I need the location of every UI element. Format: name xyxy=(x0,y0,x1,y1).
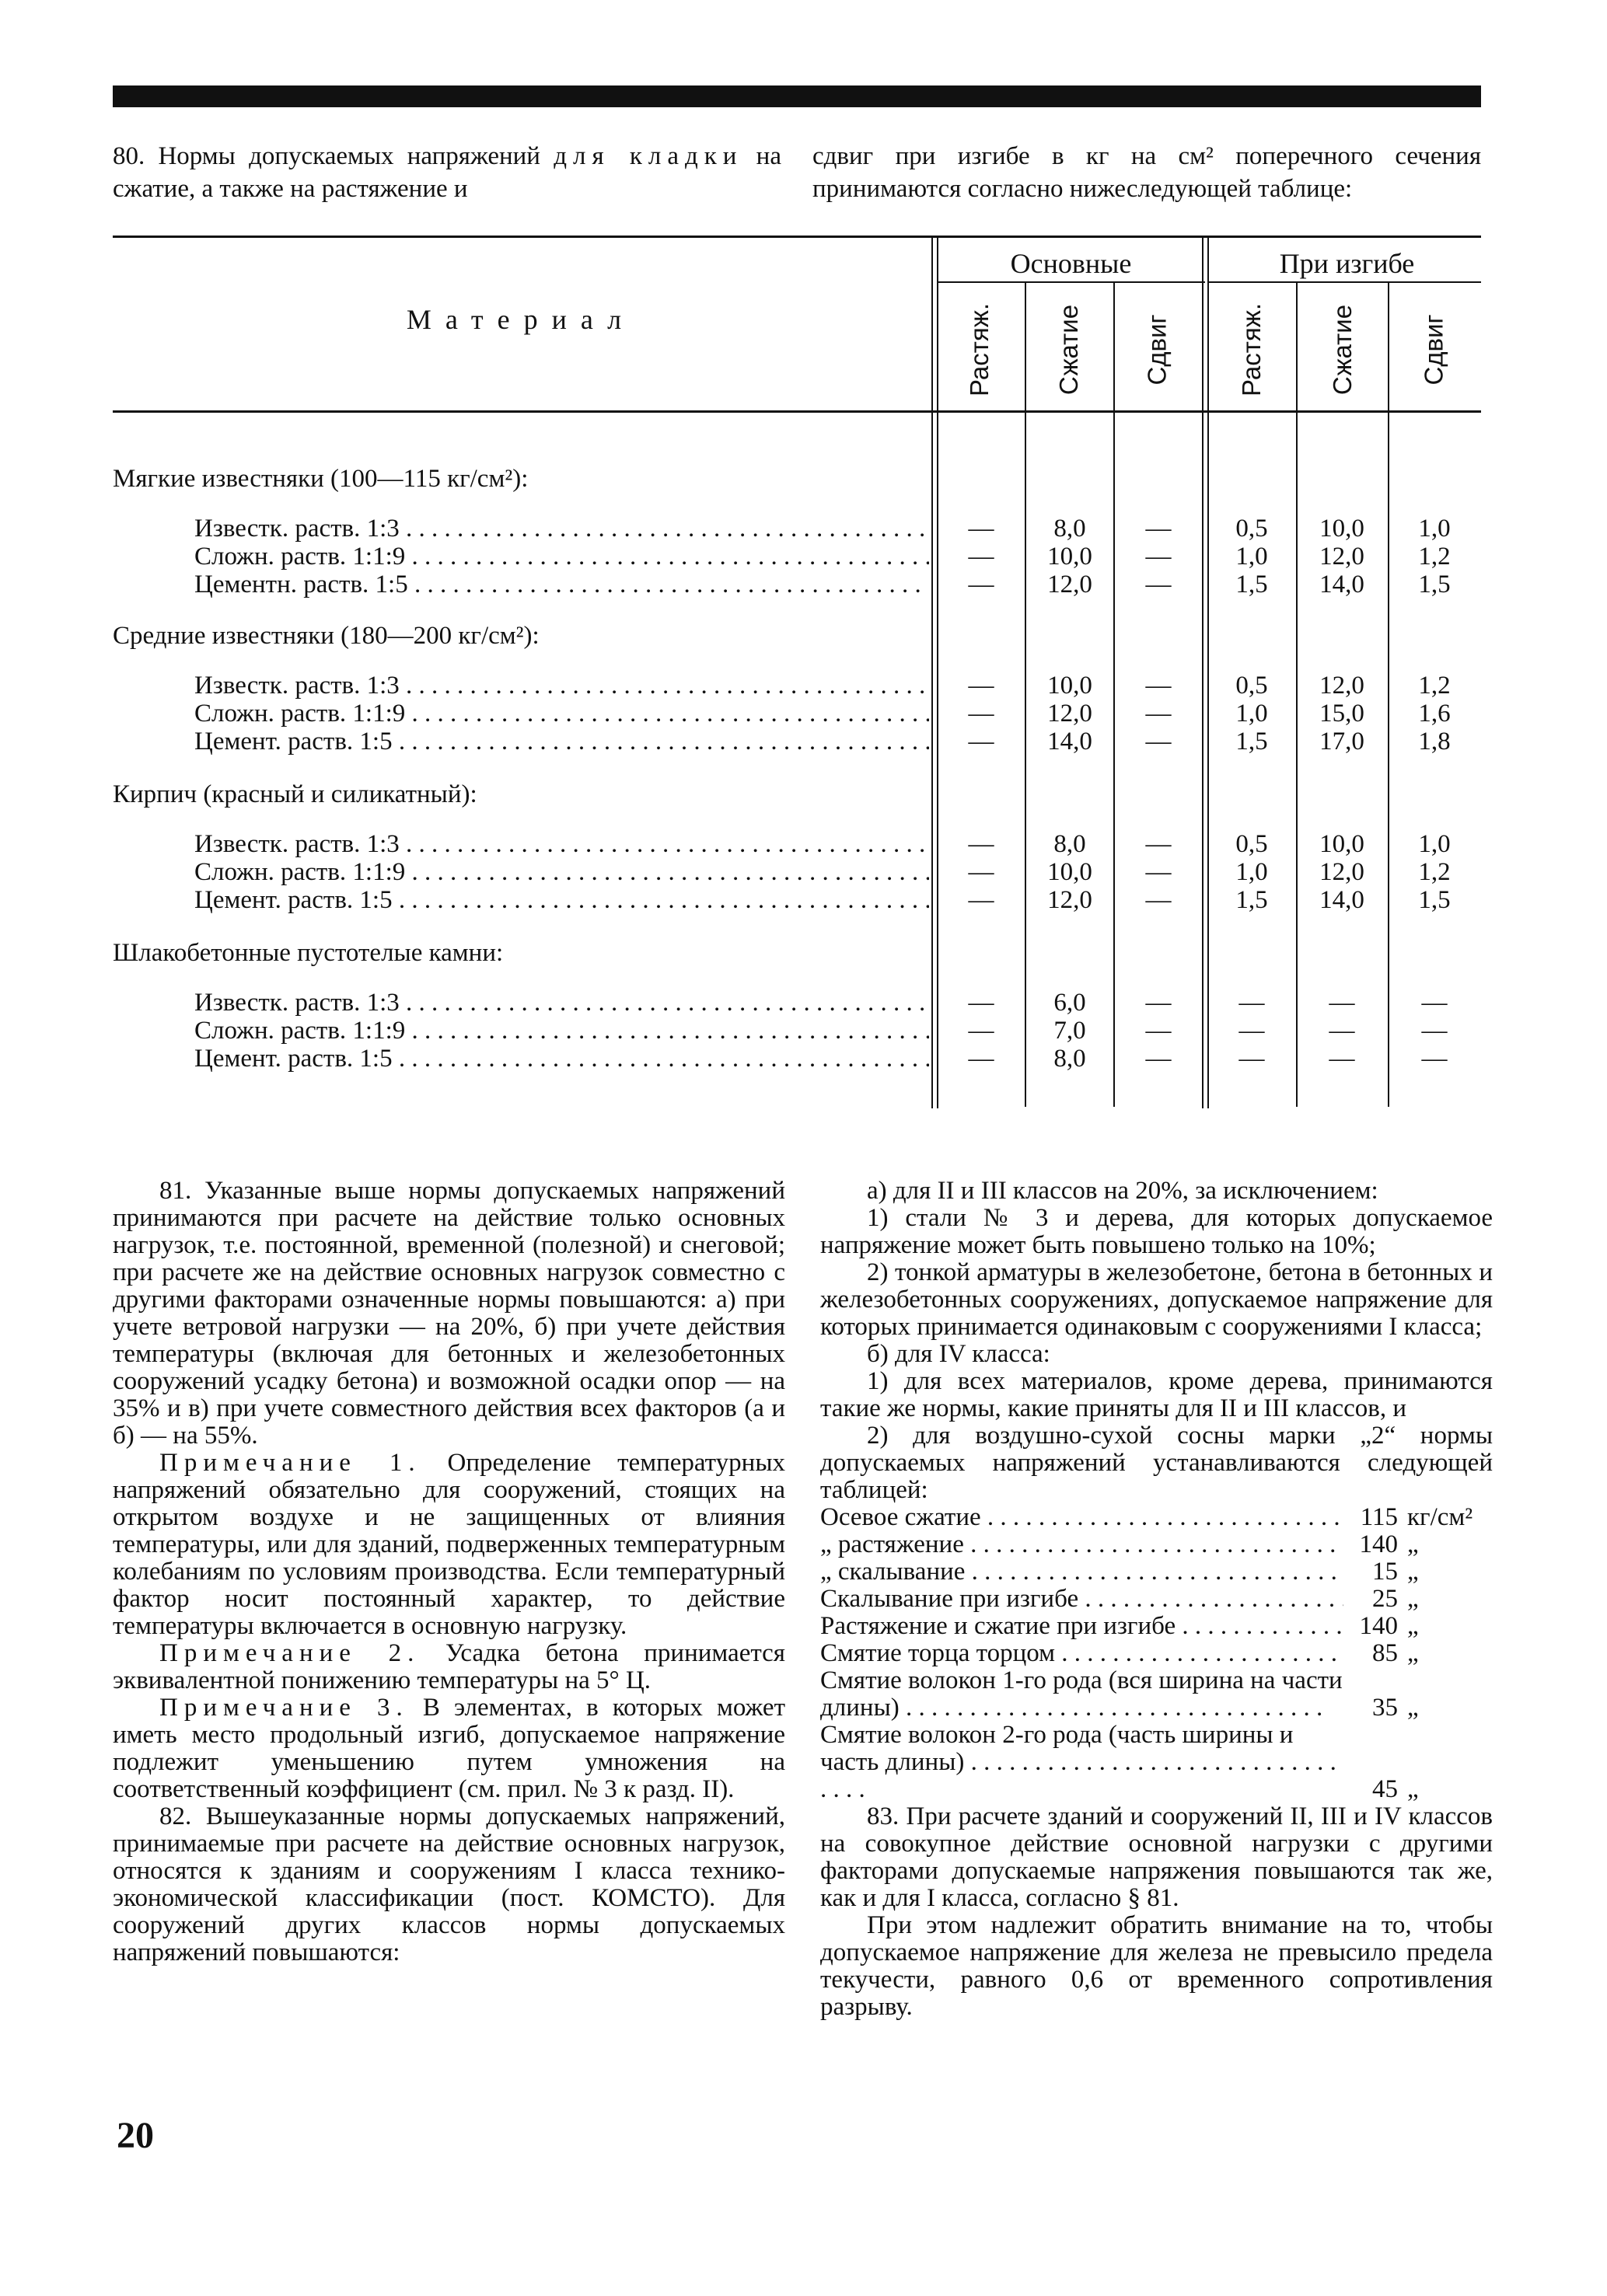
table-row: Известк. раств. 1:3 . . . — 6,0 — — — — xyxy=(0,989,1607,1017)
paragraph-83: 83. При расчете зданий и сооружений II, III и IV классов на совокупное действие основной нагрузки с другими факторами допускаемые напряжения повышаются так же, как и для I класса, согласно § 81. xyxy=(820,1802,1493,1912)
row-label: Цементн. раств. 1:5 . . . xyxy=(194,571,929,598)
clause-a1: 1) стали № 3 и дерева, для которых допускаемое напряжение может быть повышено только на 10%; xyxy=(820,1204,1493,1259)
list-item: Скалывание при изгибе . . . 25 „ xyxy=(820,1586,1493,1613)
table-row: Цемент. раств. 1:5 . . . — 14,0 — 1,5 17,0 1,8 xyxy=(0,728,1607,755)
page-number: 20 xyxy=(117,2115,154,2156)
top-rule xyxy=(113,85,1481,107)
table-row: Сложн. раств. 1:1:9 . . . — 12,0 — 1,0 15,0 1,6 xyxy=(0,700,1607,728)
col-head-4: Растяж. xyxy=(1237,303,1266,396)
row-label: Цемент. раств. 1:5 . . . xyxy=(194,886,929,914)
group-subrule-main xyxy=(937,281,1205,283)
group-title-2: Средние известняки (180—200 кг/см²): xyxy=(113,622,540,650)
group-title-1: Мягкие известняки (100—115 кг/см²): xyxy=(113,465,529,493)
col-head-5: Сжатие xyxy=(1328,304,1357,396)
row-label: Цемент. раств. 1:5 . . . xyxy=(194,728,929,755)
table-row: Известк. раств. 1:3 . . . — 8,0 — 0,5 10,0 1,0 xyxy=(0,830,1607,858)
table-row: Известк. раств. 1:3 . . . — 10,0 — 0,5 12,0 1,2 xyxy=(0,672,1607,700)
row-label: Сложн. раств. 1:1:9 . . . xyxy=(194,700,929,728)
row-label: Сложн. раств. 1:1:9 . . . xyxy=(194,543,929,571)
list-item: Осевое сжатие . . . 115 кг/см² xyxy=(820,1504,1493,1531)
group-subrule-bending xyxy=(1209,281,1481,283)
table-header-rule xyxy=(113,410,1481,413)
list-item: Растяжение и сжатие при изгибе . . . 140 „ xyxy=(820,1613,1493,1640)
paragraph-83b: При этом надлежит обратить внимание на то, чтобы допускаемое напряжение для железа не превысило предела текучести, равного 0,6 от временного сопротивления разрыву. xyxy=(820,1911,1493,2021)
table-row: Цемент. раств. 1:5 . . . — 12,0 — 1,5 14,0 1,5 xyxy=(0,886,1607,914)
paragraph-81: 81. Указанные выше нормы допускаемых напряжений принимаются при расчете на действие только основных нагрузок, т.е. постоянной, временной (полезной) и снеговой; при расчете же на действие основных нагрузок совместно с другими факторами означенные нормы повышаются: а) при учете ветровой нагрузки — на 20%, б) при учете действия температуры (включая для бетонных и железобетонных сооружений усадку бетона) и возможной осадки опор — на 35% и в) при учете совместного действия всех факторов (а и б) — на 55%. xyxy=(113,1177,785,1450)
pine-norms-list xyxy=(820,1504,1493,1803)
row-label: Известк. раств. 1:3 . . . xyxy=(194,515,929,543)
row-label: Сложн. раств. 1:1:9 . . . xyxy=(194,1017,929,1045)
note-2: Примечание 2. Усадка бетона принимается эквивалентной понижению температуры на 5° Ц. xyxy=(113,1639,785,1694)
right-column xyxy=(820,1178,1493,2021)
intro-right: сдвиг при изгибе в кг на см² поперечного сечения принимаются согласно нижеследующей таблице: xyxy=(812,142,1481,203)
table-row: Сложн. раств. 1:1:9 . . . — 7,0 — — — — xyxy=(0,1017,1607,1045)
clause-b2: 2) для воздушно-сухой сосны марки „2“ нормы допускаемых напряжений устанавливаются следующей таблицей: xyxy=(820,1422,1493,1504)
group-title-3: Кирпич (красный и силикатный): xyxy=(113,780,477,808)
note-3: Примечание 3. В элементах, в которых может иметь место продольный изгиб, допускаемое напряжение подлежит уменьшению путем умножения на соответственный коэффициент (см. прил. № 3 к разд. II). xyxy=(113,1694,785,1803)
list-item: Смятие волокон 2-го рода (часть ширины и часть длины) . . . 45 „ xyxy=(820,1722,1493,1803)
table-row: Цемент. раств. 1:5 . . . — 8,0 — — — — xyxy=(0,1045,1607,1073)
table-top-rule xyxy=(113,236,1481,238)
intro-left-a: 80. Нормы допускаемых напряжений xyxy=(113,142,554,170)
col-head-1: Растяж. xyxy=(965,303,994,396)
group-bending-header: При изгибе xyxy=(1279,248,1415,279)
intro-left-c: на сжатие, а также на растяжение и xyxy=(113,142,781,203)
row-label: Известк. раств. 1:3 . . . xyxy=(194,989,929,1017)
row-label: Цемент. раств. 1:5 . . . xyxy=(194,1045,929,1073)
table-row: Сложн. раств. 1:1:9 . . . — 10,0 — 1,0 12,0 1,2 xyxy=(0,543,1607,571)
clause-a: а) для II и III классов на 20%, за исключением: xyxy=(867,1177,1378,1205)
col-head-3: Сдвиг xyxy=(1143,314,1172,386)
intro-left-spaced: для кладки xyxy=(554,142,743,170)
table-row: Цементн. раств. 1:5 . . . — 12,0 — 1,5 14,0 1,5 xyxy=(0,571,1607,598)
row-label: Известк. раств. 1:3 . . . xyxy=(194,672,929,700)
material-header: Материал xyxy=(406,304,636,335)
table-row: Известк. раств. 1:3 . . . — 8,0 — 0,5 10,0 1,0 xyxy=(0,515,1607,543)
col-head-2: Сжатие xyxy=(1054,304,1084,396)
col-head-6: Сдвиг xyxy=(1420,314,1448,386)
row-label: Известк. раств. 1:3 . . . xyxy=(194,830,929,858)
left-column xyxy=(113,1178,785,1966)
group-main-header: Основные xyxy=(1010,248,1132,279)
list-item: „ скалывание . . . 15 „ xyxy=(820,1558,1493,1586)
table-row: Сложн. раств. 1:1:9 . . . — 10,0 — 1,0 12,0 1,2 xyxy=(0,858,1607,886)
list-item: Смятие торца торцом . . . 85 „ xyxy=(820,1640,1493,1667)
clause-b1: 1) для всех материалов, кроме дерева, принимаются такие же нормы, какие приняты для II и III классов, и xyxy=(820,1367,1493,1422)
clause-b: б) для IV класса: xyxy=(867,1340,1050,1368)
intro-left xyxy=(113,140,781,205)
group-title-4: Шлакобетонные пустотелые камни: xyxy=(113,939,504,967)
note-1: Примечание 1. Определение температурных напряжений обязательно для сооружений, стоящих на открытом воздухе и не защищенных от влияния температуры, или для зданий, подверженных температурным колебаниям по условиям производства. Если температурный фактор носит постоянный характер, то действие температуры включается в основную нагрузку. xyxy=(113,1449,785,1640)
list-item: Смятие волокон 1-го рода (вся ширина на части длины) . . . 35 „ xyxy=(820,1667,1493,1722)
list-item: „ растяжение . . . 140 „ xyxy=(820,1531,1493,1558)
clause-a2: 2) тонкой арматуры в железобетоне, бетона в бетонных и железобетонных сооружениях, допускаемое напряжение для которых принимается одинаковым с сооружениями I класса; xyxy=(820,1258,1493,1341)
row-label: Сложн. раств. 1:1:9 . . . xyxy=(194,858,929,886)
paragraph-82: 82. Вышеуказанные нормы допускаемых напряжений, принимаемые при расчете на действие основных нагрузок, относятся к зданиям и сооружениям I класса технико-экономической классификации (пост. КОМСТО). Для сооружений других классов нормы допускаемых напряжений повышаются: xyxy=(113,1802,785,1966)
